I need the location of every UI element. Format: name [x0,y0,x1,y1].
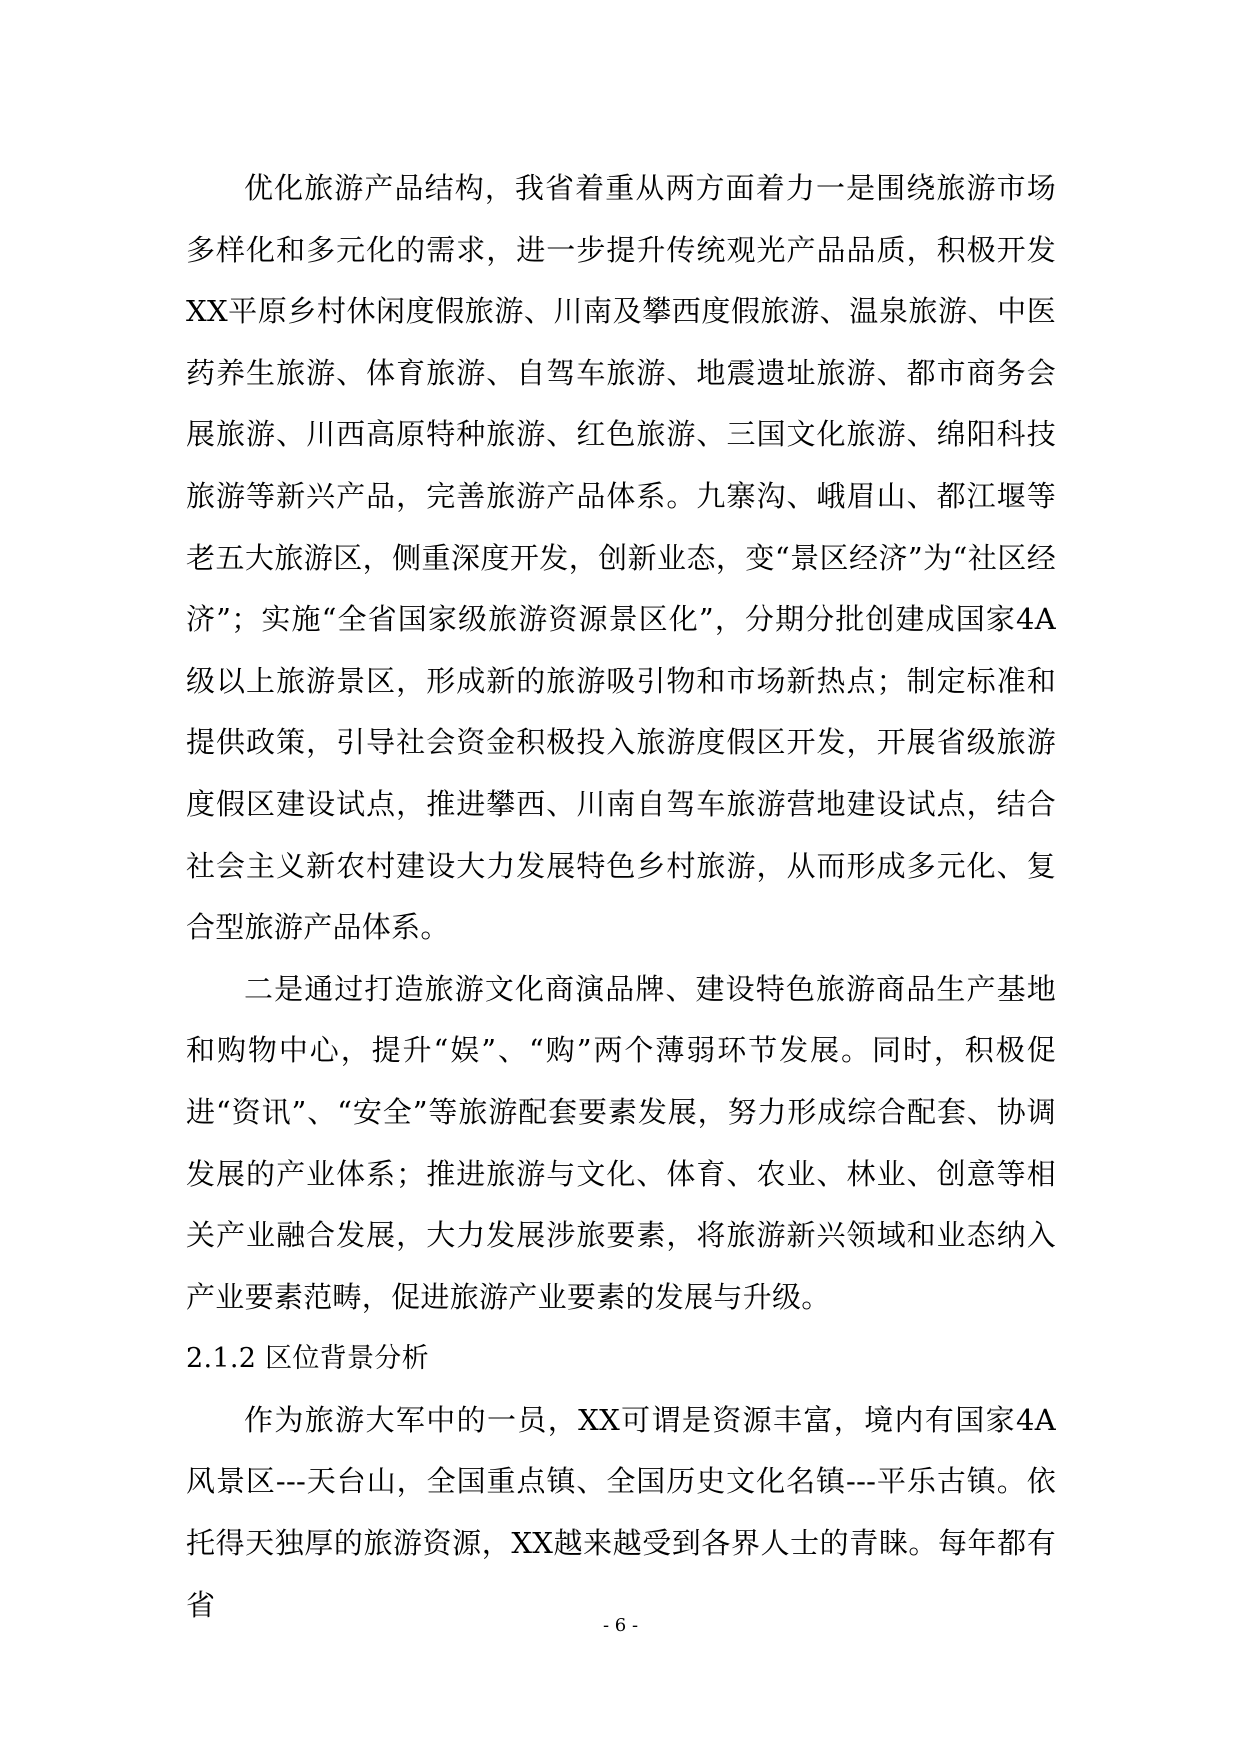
page-number: - 6 - [602,1615,639,1636]
section-heading: 2.1.2 区位背景分析 [186,1343,429,1375]
body-text [186,158,1056,1636]
paragraph-product-structure: 优化旅游产品结构，我省着重从两方面着力一是围绕旅游市场多样化和多元化的需求，进一步提升传统观光产品品质，积极开发XX平原乡村休闲度假旅游、川南及攀西度假旅游、温泉旅游、中医药养生旅游、体育旅游、自驾车旅游、地震遗址旅游、都市商务会展旅游、川西高原特种旅游、红色旅游、三国文化旅游、绵阳科技旅游等新兴产品，完善旅游产品体系。九寨沟、峨眉山、都江堰等老五大旅游区，侧重深度开发，创新业态，变“景区经济”为“社区经济”；实施“全省国家级旅游资源景区化”，分期分批创建成国家4A级以上旅游景区，形成新的旅游吸引物和市场新热点；制定标准和提供政策，引导社会资金积极投入旅游度假区开发，开展省级旅游度假区建设试点，推进攀西、川南自驾车旅游营地建设试点，结合社会主义新农村建设大力发展特色乡村旅游，从而形成多元化、复合型旅游产品体系。 [186,171,1056,945]
paragraph-location-background: 作为旅游大军中的一员，XX可谓是资源丰富，境内有国家4A风景区---天台山，全国重点镇、全国历史文化名镇---平乐古镇。依托得天独厚的旅游资源，XX越来越受到各界人士的青睐。每年都有省 [186,1402,1056,1622]
paragraph-entertainment-shopping: 二是通过打造旅游文化商演品牌、建设特色旅游商品生产基地和购物中心，提升“娱”、“购”两个薄弱环节发展。同时，积极促进“资讯”、“安全”等旅游配套要素发展，努力形成综合配套、协调发展的产业体系；推进旅游与文化、体育、农业、林业、创意等相关产业融合发展，大力发展涉旅要素，将旅游新兴领域和业态纳入产业要素范畴，促进旅游产业要素的发展与升级。 [186,971,1056,1314]
